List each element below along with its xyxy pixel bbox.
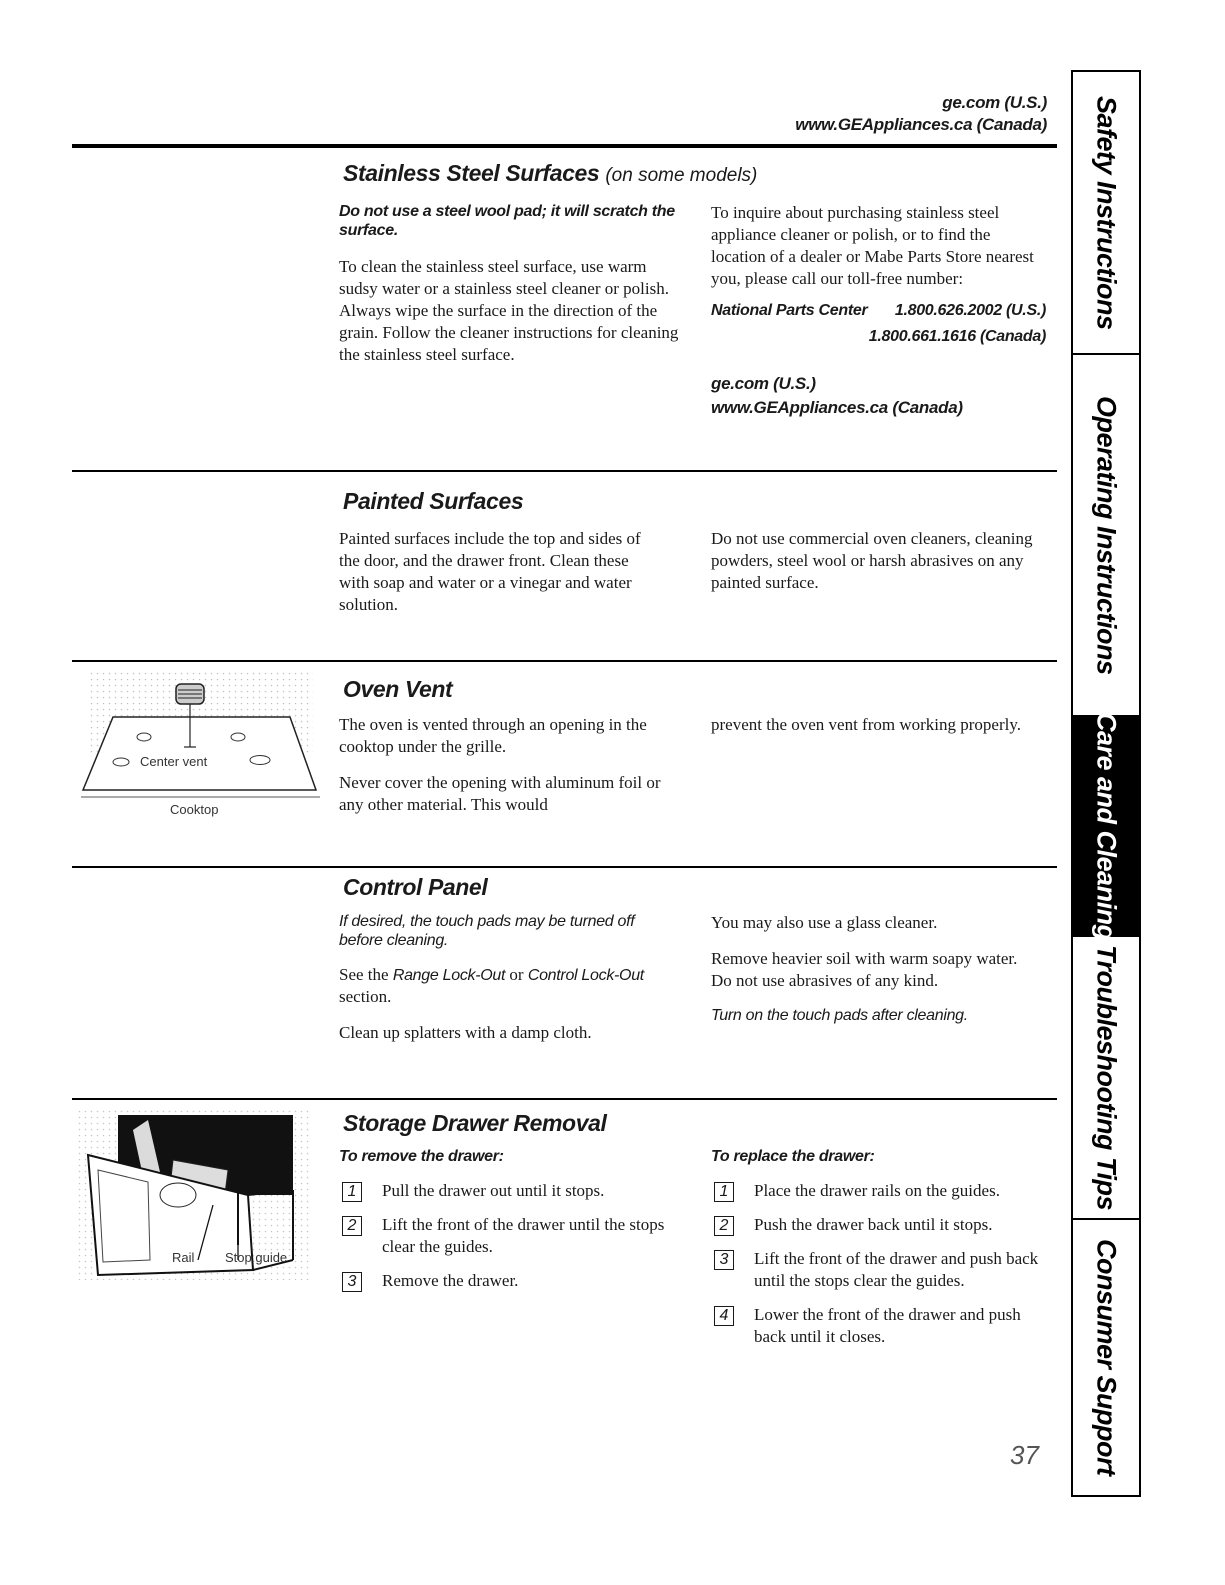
web-canada[interactable]: www.GEAppliances.ca (Canada) <box>711 398 963 417</box>
tab-label: Troubleshooting Tips <box>1091 945 1122 1210</box>
step-number: 1 <box>714 1182 734 1202</box>
header-link-us[interactable]: ge.com (U.S.) <box>942 93 1047 112</box>
stainless-para1: To clean the stainless steel surface, use warm sudsy water or a stainless steel cleaner or polish. Always wipe the surface in the direction of the grain. Follow the cleaner instructions for cleaning the stainless steel surface. <box>339 257 679 364</box>
remove-drawer-column <box>339 1146 679 1304</box>
touchpad-note: If desired, the touch pads may be turned off before cleaning. <box>339 913 635 949</box>
painted-left-column <box>339 528 659 630</box>
oven-vent-left-column <box>339 714 669 830</box>
oven-vent-para2: Never cover the opening with aluminum foil or any other material. This would <box>339 773 661 814</box>
step-number: 4 <box>714 1306 734 1326</box>
oven-vent-para1: The oven is vented through an opening in the cooktop under the grille. <box>339 715 647 756</box>
painted-para1: Painted surfaces include the top and sides of the door, and the drawer front. Clean these with soap and water or a vinegar and water solution. <box>339 529 641 614</box>
parts-center-label: National Parts Center <box>711 302 868 319</box>
side-tabs <box>1071 70 1141 1497</box>
glass-cleaner-para: You may also use a glass cleaner. <box>711 913 938 932</box>
parts-center-row <box>711 300 1046 322</box>
painted-para2: Do not use commercial oven cleaners, cleaning powders, steel wool or harsh abrasives on any painted surface. <box>711 529 1033 592</box>
stainless-left-column <box>339 202 684 380</box>
step-number: 3 <box>714 1250 734 1270</box>
center-vent-label: Center vent <box>140 754 208 769</box>
tab-care-and-cleaning[interactable] <box>1073 711 1139 941</box>
phone-canada: 1.800.661.1616 (Canada) <box>868 328 1046 345</box>
step-number: 2 <box>714 1216 734 1236</box>
section-divider <box>72 470 1057 472</box>
remove-step: 3 Remove the drawer. <box>339 1270 679 1292</box>
oven-vent-title: Oven Vent <box>343 676 453 702</box>
tab-label: Safety Instructions <box>1091 95 1122 330</box>
page-number: 37 <box>1010 1440 1039 1470</box>
touchpad-after-note: Turn on the touch pads after cleaning. <box>711 1007 968 1024</box>
step-number: 1 <box>342 1182 362 1202</box>
tab-label: Care and Cleaning <box>1091 711 1122 941</box>
control-panel-left-column <box>339 912 659 1058</box>
replace-step: 4 Lower the front of the drawer and push back until it closes. <box>711 1304 1051 1348</box>
stop-guide-label: Stop guide <box>225 1250 288 1265</box>
tab-operating-instructions[interactable] <box>1073 355 1139 717</box>
tab-consumer-support[interactable] <box>1073 1220 1139 1495</box>
stainless-right-column <box>711 202 1046 420</box>
phone-us: 1.800.626.2002 (U.S.) <box>894 302 1046 319</box>
rail-label: Rail <box>172 1250 195 1265</box>
stainless-title: Stainless Steel Surfaces (on some models) <box>343 160 758 186</box>
tab-troubleshooting-tips[interactable] <box>1073 937 1139 1220</box>
cooktop-caption: Cooktop <box>170 802 219 817</box>
section-divider <box>72 660 1057 662</box>
remove-step: 2 Lift the front of the drawer until the stops clear the guides. <box>339 1214 679 1258</box>
splatter-para: Clean up splatters with a damp cloth. <box>339 1023 592 1042</box>
replace-step: 2 Push the drawer back until it stops. <box>711 1214 1051 1236</box>
stainless-para2: To inquire about purchasing stainless steel appliance cleaner or polish, or to find the location of a dealer or Mabe Parts Store nearest you, please call our toll-free number: <box>711 203 1034 288</box>
painted-right-column <box>711 528 1041 608</box>
web-us[interactable]: ge.com (U.S.) <box>711 374 816 393</box>
stainless-warning: Do not use a steel wool pad; it will scratch the surface. <box>339 203 675 239</box>
control-panel-right-column <box>711 912 1041 1039</box>
remove-heading: To remove the drawer: <box>339 1148 504 1165</box>
header-rule <box>72 144 1057 148</box>
section-divider <box>72 866 1057 868</box>
step-number: 3 <box>342 1272 362 1292</box>
painted-title: Painted Surfaces <box>343 488 524 514</box>
tab-label: Operating Instructions <box>1091 395 1122 675</box>
cooktop-illustration <box>78 672 323 802</box>
drawer-title: Storage Drawer Removal <box>343 1110 607 1136</box>
step-number: 2 <box>342 1216 362 1236</box>
replace-step: 1 Place the drawer rails on the guides. <box>711 1180 1051 1202</box>
header-links <box>795 92 1047 136</box>
oven-vent-para3: prevent the oven vent from working properly. <box>711 715 1022 734</box>
tab-label: Consumer Support <box>1091 1239 1122 1476</box>
range-lockout-link: Range Lock-Out <box>392 967 506 984</box>
oven-vent-right-column <box>711 714 1031 750</box>
lockout-reference: See the Range Lock-Out or Control Lock-Out section. <box>339 965 644 1006</box>
header-link-canada[interactable]: www.GEAppliances.ca (Canada) <box>795 115 1047 134</box>
control-lockout-link: Control Lock-Out <box>527 967 644 984</box>
remove-step: 1 Pull the drawer out until it stops. <box>339 1180 679 1202</box>
tab-safety-instructions[interactable] <box>1073 72 1139 355</box>
heavy-soil-para: Remove heavier soil with warm soapy water. Do not use abrasives of any kind. <box>711 949 1018 990</box>
replace-heading: To replace the drawer: <box>711 1148 875 1165</box>
replace-drawer-column <box>711 1146 1051 1360</box>
section-divider <box>72 1098 1057 1100</box>
control-panel-title: Control Panel <box>343 874 488 900</box>
replace-step: 3 Lift the front of the drawer and push back until the stops clear the guides. <box>711 1248 1051 1292</box>
